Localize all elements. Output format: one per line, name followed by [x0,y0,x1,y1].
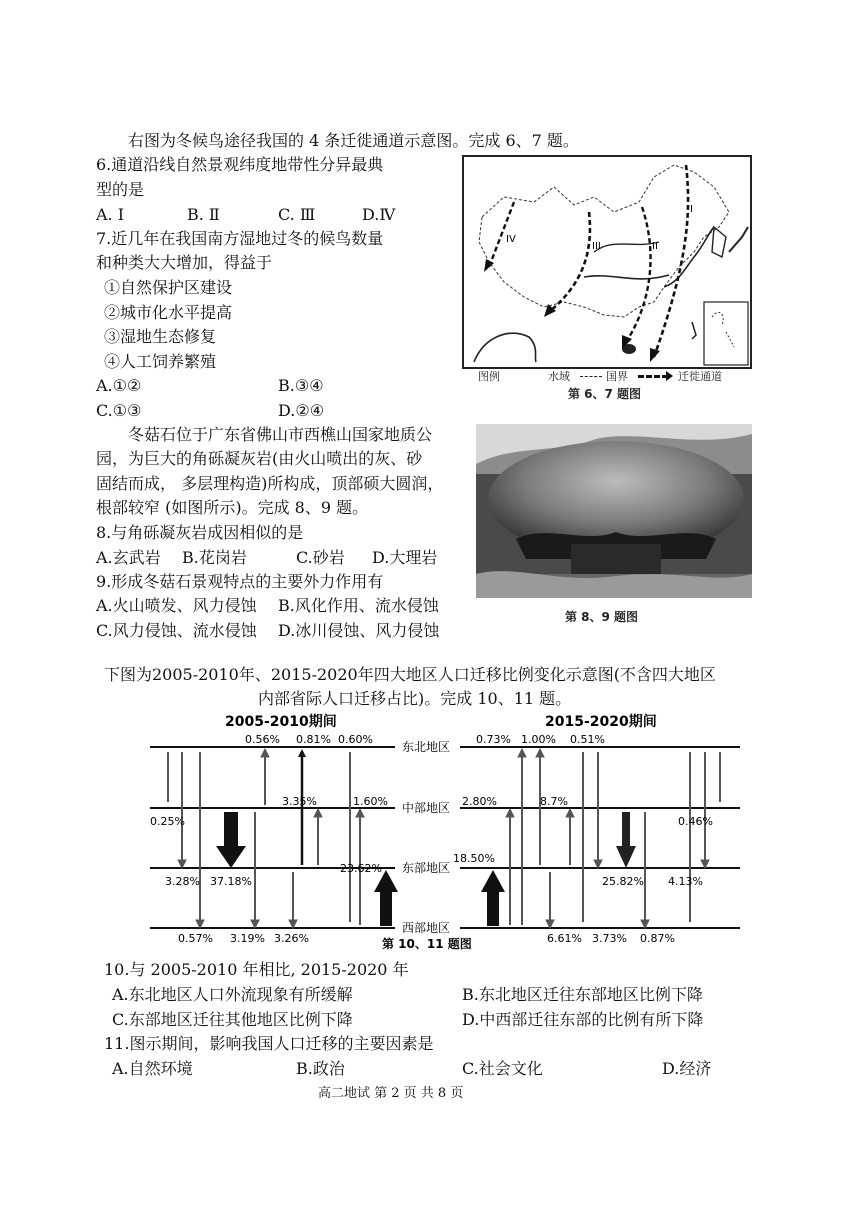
route-legend-symbol [638,375,668,378]
q7-option-d: D.②④ [278,401,325,420]
q9-option-a: A.火山喷发、风力侵蚀 [96,596,257,615]
q6-option-a: A. Ⅰ [96,205,125,224]
label-2005-4: 1.60% [353,795,388,808]
q8-option-b: B.花岗岩 [182,548,247,567]
label-2005-10: 3.19% [230,932,265,945]
q7-item-3: ③湿地生态修复 [104,327,217,346]
map-legend-water: 水域 [548,370,570,383]
q7-item-4: ④人工饲养繁殖 [104,352,217,371]
q1011-intro-1: 下图为2005-2010年、2015-2020年四大地区人口迁移比例变化示意图(不含四大地区 [104,665,716,684]
q11-option-c: C.社会文化 [462,1059,543,1078]
arrow-central-east-2015 [622,812,630,848]
q10-option-b: B.东北地区迁往东部地区比例下降 [462,985,703,1004]
q10-stem: 10.与 2005-2010 年相比, 2015-2020 年 [104,960,409,979]
label-2015-9: 6.61% [547,932,582,945]
route-iii-arrow [549,212,590,312]
q8-stem: 8.与角砾凝灰岩成因相似的是 [96,523,304,542]
taiwan-island [692,322,696,339]
label-2015-6: 18.50% [453,852,495,865]
panel-title-2005: 2005-2010期间 [225,714,337,730]
route-label-iv: IV [506,234,516,245]
q9-option-b: B.风化作用、流水侵蚀 [278,596,439,615]
map-legend-route: 迁徙通道 [678,370,722,383]
migration-map-drawing [464,157,750,367]
label-2005-11: 3.26% [274,932,309,945]
south-china-sea-inset [704,302,748,365]
label-2015-8: 4.13% [668,875,703,888]
q89-intro-2: 园，为巨大的角砾凝灰岩(由火山喷出的灰、砂 [96,449,423,468]
label-2015-1: 1.00% [521,733,556,746]
label-2015-10: 3.73% [592,932,627,945]
q11-stem: 11.图示期间，影响我国人口迁移的主要因素是 [104,1034,434,1053]
q9-option-d: D.冰川侵蚀、风力侵蚀 [278,621,440,640]
arrow-west-east-2005 [380,890,392,926]
label-2005-8: 23.62% [340,862,382,875]
label-2015-11: 0.87% [640,932,675,945]
label-2015-7: 25.82% [602,875,644,888]
q7-option-a: A.①② [96,376,142,395]
label-2005-1: 0.81% [296,733,331,746]
q6-option-b: B. Ⅱ [187,205,220,224]
q6-option-d: D.Ⅳ [362,205,396,224]
q7-stem-1: 7.近几年在我国南方湿地过冬的候鸟数量 [96,229,384,248]
label-2015-3: 2.80% [462,795,497,808]
peninsula [712,227,726,257]
label-2015-4: 8.7% [540,795,568,808]
yangtze-river [584,275,669,279]
label-2015-0: 0.73% [476,733,511,746]
china-border [479,165,729,317]
map-legend-border: 国界 [606,370,628,383]
label-2005-5: 0.25% [150,815,185,828]
border-legend-symbol [580,376,602,377]
q7-item-1: ①自然保护区建设 [104,278,233,297]
arrows-2005 [168,749,398,928]
q9-stem: 9.形成冬菇石景观特点的主要外力作用有 [96,572,384,591]
q8-option-a: A.玄武岩 [96,548,161,567]
q10-option-a: A.东北地区人口外流现象有所缓解 [112,985,353,1004]
label-2005-0: 0.56% [245,733,280,746]
q6-option-c: C. Ⅲ [278,205,316,224]
page-footer: 高二地试 第 2 页 共 8 页 [318,1086,464,1101]
q89-intro-1: 冬菇石位于广东省佛山市西樵山国家地质公 [128,425,433,444]
map-caption: 第 6、7 题图 [568,387,642,401]
route-label-ii: II [652,241,658,252]
japan-islands [729,227,748,252]
q11-option-d: D.经济 [662,1059,712,1078]
q8-option-c: C.砂岩 [296,548,345,567]
label-2015-5: 0.46% [678,815,713,828]
region-east: 东部地区 [402,861,451,875]
q11-option-a: A.自然环境 [112,1059,193,1078]
q10-option-c: C.东部地区迁往其他地区比例下降 [112,1010,353,1029]
migration-chart [150,710,750,960]
label-2005-6: 3.28% [165,875,200,888]
chart-caption: 第 10、11 题图 [382,937,472,951]
panel-title-2015: 2015-2020期间 [545,714,657,730]
label-2015-2: 0.51% [570,733,605,746]
photo-caption: 第 8、9 题图 [565,610,639,624]
label-2005-9: 0.57% [178,932,213,945]
label-2005-2: 0.60% [338,733,373,746]
q89-intro-4: 根部较窄 (如图所示)。完成 8、9 题。 [96,498,369,517]
arrow-central-east-2005 [224,812,238,848]
q9-option-c: C.风力侵蚀、流水侵蚀 [96,621,257,640]
q7-stem-2: 和种类大大增加，得益于 [96,253,273,272]
map-legend-title: 图例 [478,370,500,383]
route-i-arrow [654,165,688,357]
q10-option-d: D.中西部迁往东部的比例有所下降 [462,1010,704,1029]
arrow-west-east-2015 [487,890,499,926]
q7-item-2: ②城市化水平提高 [104,303,233,322]
q11-option-b: B.政治 [296,1059,345,1078]
migration-map [462,155,752,369]
route-legend-arrowhead [666,371,673,381]
arrows-2015 [481,749,720,928]
q7-option-b: B.③④ [278,376,324,395]
q7-option-c: C.①③ [96,401,142,420]
label-2005-3: 3.35% [282,795,317,808]
region-west: 西部地区 [402,921,451,935]
q67-intro: 右图为冬候鸟途径我国的 4 条迁徙通道示意图。完成 6、7 题。 [128,131,579,150]
region-northeast: 东北地区 [402,740,451,754]
route-ii-arrow [626,207,651,342]
label-2005-7: 37.18% [210,875,252,888]
q89-intro-3: 固结而成， 多层理构造)所构成，顶部硕大圆润， [96,474,444,493]
mushroom-rock-photo [476,424,752,598]
south-coast [474,333,536,362]
q6-stem-1: 6.通道沿线自然景观纬度地带性分异最典 [96,155,384,174]
route-label-i: I [690,204,693,215]
route-label-iii: III [592,241,601,252]
q1011-intro-2: 内部省际人口迁移占比)。完成 10、11 题。 [258,689,572,708]
q6-stem-2: 型的是 [96,180,145,199]
region-central: 中部地区 [402,801,451,815]
coastline [664,227,714,287]
q8-option-d: D.大理岩 [372,548,438,567]
